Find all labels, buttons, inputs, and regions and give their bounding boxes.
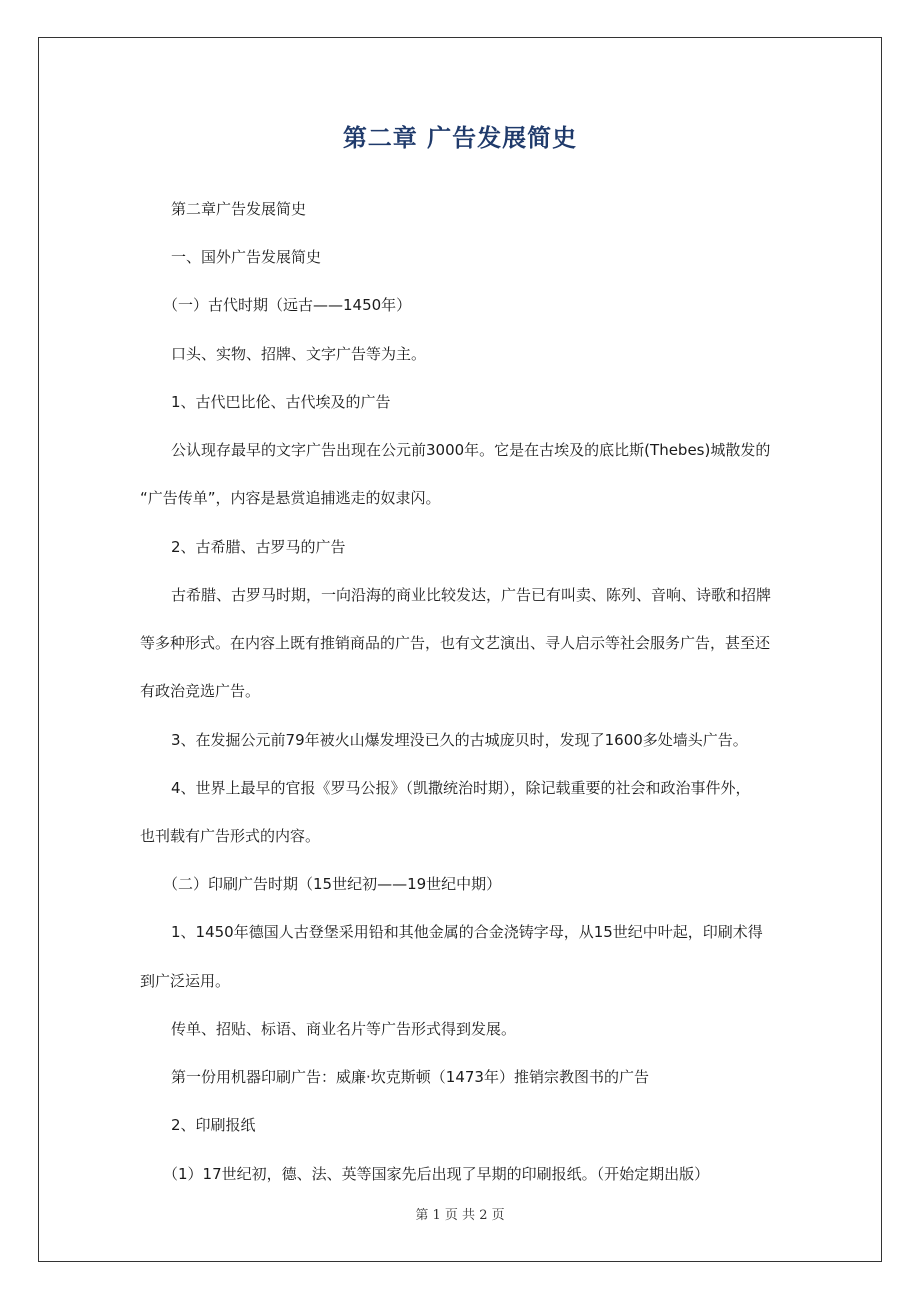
paragraph-line: 1、1450年德国人古登堡采用铅和其他金属的合金浇铸字母，从15世纪中叶起，印刷术得 (171, 923, 763, 941)
paragraph-line: （1）17世纪初，德、法、英等国家先后出现了早期的印刷报纸。（开始定期出版） (163, 1165, 710, 1183)
paragraph-line: “广告传单”，内容是悬赏追捕逃走的奴隶闪。 (140, 489, 441, 507)
paragraph-line: 有政治竞选广告。 (140, 682, 261, 700)
paragraph-line: 也刊载有广告形式的内容。 (140, 827, 321, 845)
paragraph-line: 公认现存最早的文字广告出现在公元前3000年。它是在古埃及的底比斯(Thebes)城散发的 (171, 441, 771, 459)
paragraph-line: 到广泛运用。 (140, 972, 231, 990)
paragraph-line: 第二章广告发展简史 (171, 200, 307, 218)
paragraph-line: 第一份用机器印刷广告：威廉·坎克斯顿（1473年）推销宗教图书的广告 (171, 1068, 649, 1086)
paragraph-line: （一）古代时期（远古——1450年） (163, 296, 412, 314)
paragraph-line: 2、古希腊、古罗马的广告 (171, 538, 346, 556)
paragraph-line: 古希腊、古罗马时期，一向沿海的商业比较发达，广告已有叫卖、陈列、音响、诗歌和招牌 (171, 586, 772, 604)
page-number-footer: 第 1 页 共 2 页 (415, 1208, 505, 1223)
paragraph-line: 一、国外广告发展简史 (171, 248, 322, 266)
paragraph-line: 3、在发掘公元前79年被火山爆发埋没已久的古城庞贝时，发现了1600多处墙头广告。 (171, 731, 748, 749)
paragraph-line: 4、世界上最早的官报《罗马公报》（凯撒统治时期），除记载重要的社会和政治事件外， (171, 779, 751, 797)
document-title: 第二章 广告发展简史 (342, 124, 578, 152)
paragraph-line: 传单、招贴、标语、商业名片等广告形式得到发展。 (171, 1020, 517, 1038)
paragraph-line: 1、古代巴比伦、古代埃及的广告 (171, 393, 391, 411)
paragraph-line: 等多种形式。在内容上既有推销商品的广告，也有文艺演出、寻人启示等社会服务广告，甚至还 (140, 634, 771, 652)
paragraph-line: 2、印刷报纸 (171, 1116, 256, 1134)
paragraph-line: 口头、实物、招牌、文字广告等为主。 (171, 345, 427, 363)
paragraph-line: （二）印刷广告时期（15世纪初——19世纪中期） (163, 875, 502, 893)
